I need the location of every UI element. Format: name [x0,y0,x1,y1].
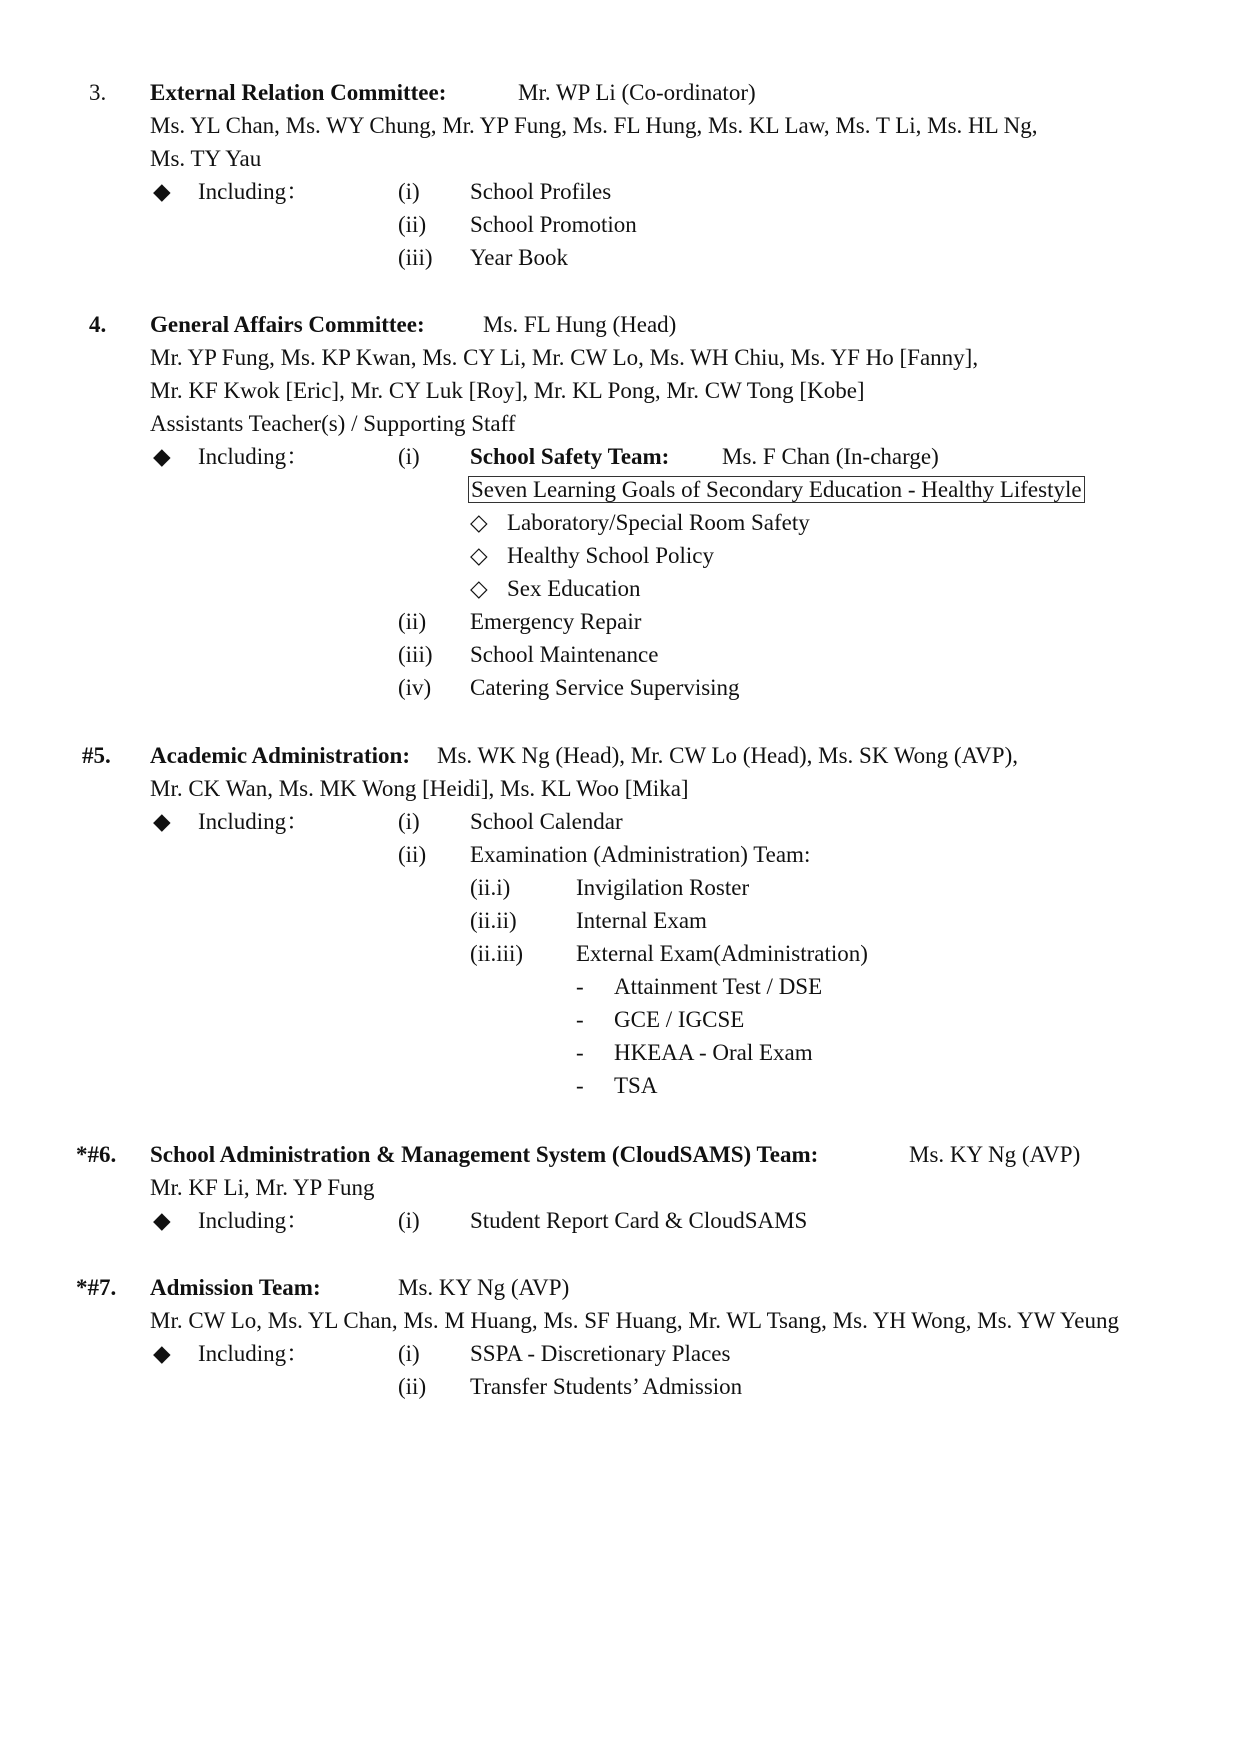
safety-subitem: Sex Education [507,576,641,601]
section-title: Admission Team: [150,1275,321,1300]
learning-goal-text: Seven Learning Goals of Secondary Education - Healthy Lifestyle [468,476,1085,503]
section-number: *#7. [76,1275,117,1300]
section-title: School Administration & Management System (CloudSAMS) Team: [150,1142,819,1167]
including-label: Including： [198,1341,310,1366]
item-text: School Promotion [470,212,637,237]
section-head: Ms. WK Ng (Head), Mr. CW Lo (Head), Ms. SK Wong (AVP), [437,743,1018,768]
item-number: (ii) [398,609,427,634]
hollow-diamond-icon: ◇ [470,576,488,601]
item-number: (i) [398,1341,420,1366]
including-label: Including： [198,1208,310,1233]
diamond-bullet-icon: ◆ [153,1208,171,1233]
item-number: (i) [398,1208,420,1233]
member-list: Ms. YL Chan, Ms. WY Chung, Mr. YP Fung, Ms. FL Hung, Ms. KL Law, Ms. T Li, Ms. HL Ng, [150,113,1038,138]
item-text: Examination (Administration) Team: [470,842,811,867]
member-list: Mr. KF Li, Mr. YP Fung [150,1175,375,1200]
section-title: Academic Administration: [150,743,411,768]
subitem-text: Invigilation Roster [576,875,750,900]
item-text: School Maintenance [470,642,659,667]
member-list: Mr. KF Kwok [Eric], Mr. CY Luk [Roy], Mr. KL Pong, Mr. CW Tong [Kobe] [150,378,865,403]
item-text: Catering Service Supervising [470,675,740,700]
member-list: Mr. CW Lo, Ms. YL Chan, Ms. M Huang, Ms. SF Huang, Mr. WL Tsang, Ms. YH Wong, Ms. YW Yeung [150,1308,1119,1333]
item-number: (i) [398,809,420,834]
member-list: Mr. CK Wan, Ms. MK Wong [Heidi], Ms. KL Woo [Mika] [150,776,689,801]
item-text: SSPA - Discretionary Places [470,1341,731,1366]
dash-bullet: - [576,1040,584,1065]
including-label: Including： [198,809,310,834]
dash-bullet: - [576,974,584,999]
subitem-number: (ii.iii) [470,941,524,966]
safety-team-title: School Safety Team: [470,444,670,469]
item-text: School Calendar [470,809,623,834]
section-number: 4. [89,312,107,337]
item-text: Year Book [470,245,568,270]
section-head: Ms. FL Hung (Head) [483,312,677,337]
subitem-text: Internal Exam [576,908,707,933]
item-text: School Profiles [470,179,612,204]
exam-item: GCE / IGCSE [614,1007,745,1032]
member-list: Mr. YP Fung, Ms. KP Kwan, Ms. CY Li, Mr. CW Lo, Ms. WH Chiu, Ms. YF Ho [Fanny], [150,345,979,370]
including-label: Including： [198,179,310,204]
diamond-bullet-icon: ◆ [153,809,171,834]
member-list: Ms. TY Yau [150,146,262,171]
section-number: #5. [82,743,111,768]
section-head: Mr. WP Li (Co-ordinator) [518,80,756,105]
item-number: (iii) [398,642,433,667]
section-head: Ms. KY Ng (AVP) [909,1142,1081,1167]
diamond-bullet-icon: ◆ [153,444,171,469]
item-text: Student Report Card & CloudSAMS [470,1208,808,1233]
safety-subitem: Healthy School Policy [507,543,714,568]
learning-goal-box [468,476,1085,504]
hollow-diamond-icon: ◇ [470,543,488,568]
item-number: (i) [398,179,420,204]
member-list: Assistants Teacher(s) / Supporting Staff [150,411,516,436]
diamond-bullet-icon: ◆ [153,179,171,204]
diamond-bullet-icon: ◆ [153,1341,171,1366]
hollow-diamond-icon: ◇ [470,510,488,535]
exam-item: Attainment Test / DSE [614,974,823,999]
section-number: *#6. [76,1142,117,1167]
exam-item: TSA [614,1073,658,1098]
including-label: Including： [198,444,310,469]
section-number: 3. [89,80,107,105]
exam-item: HKEAA - Oral Exam [614,1040,813,1065]
item-text: Emergency Repair [470,609,642,634]
section-title: General Affairs Committee: [150,312,425,337]
dash-bullet: - [576,1007,584,1032]
safety-subitem: Laboratory/Special Room Safety [507,510,810,535]
dash-bullet: - [576,1073,584,1098]
item-number: (i) [398,444,420,469]
subitem-number: (ii.ii) [470,908,517,933]
item-number: (ii) [398,842,427,867]
item-text: Transfer Students’ Admission [470,1374,743,1399]
section-title: External Relation Committee: [150,80,447,105]
item-number: (ii) [398,212,427,237]
subitem-number: (ii.i) [470,875,511,900]
item-number: (iv) [398,675,432,700]
section-head: Ms. KY Ng (AVP) [398,1275,570,1300]
safety-team-head: Ms. F Chan (In-charge) [722,444,939,469]
item-number: (iii) [398,245,433,270]
subitem-text: External Exam(Administration) [576,941,868,966]
item-number: (ii) [398,1374,427,1399]
